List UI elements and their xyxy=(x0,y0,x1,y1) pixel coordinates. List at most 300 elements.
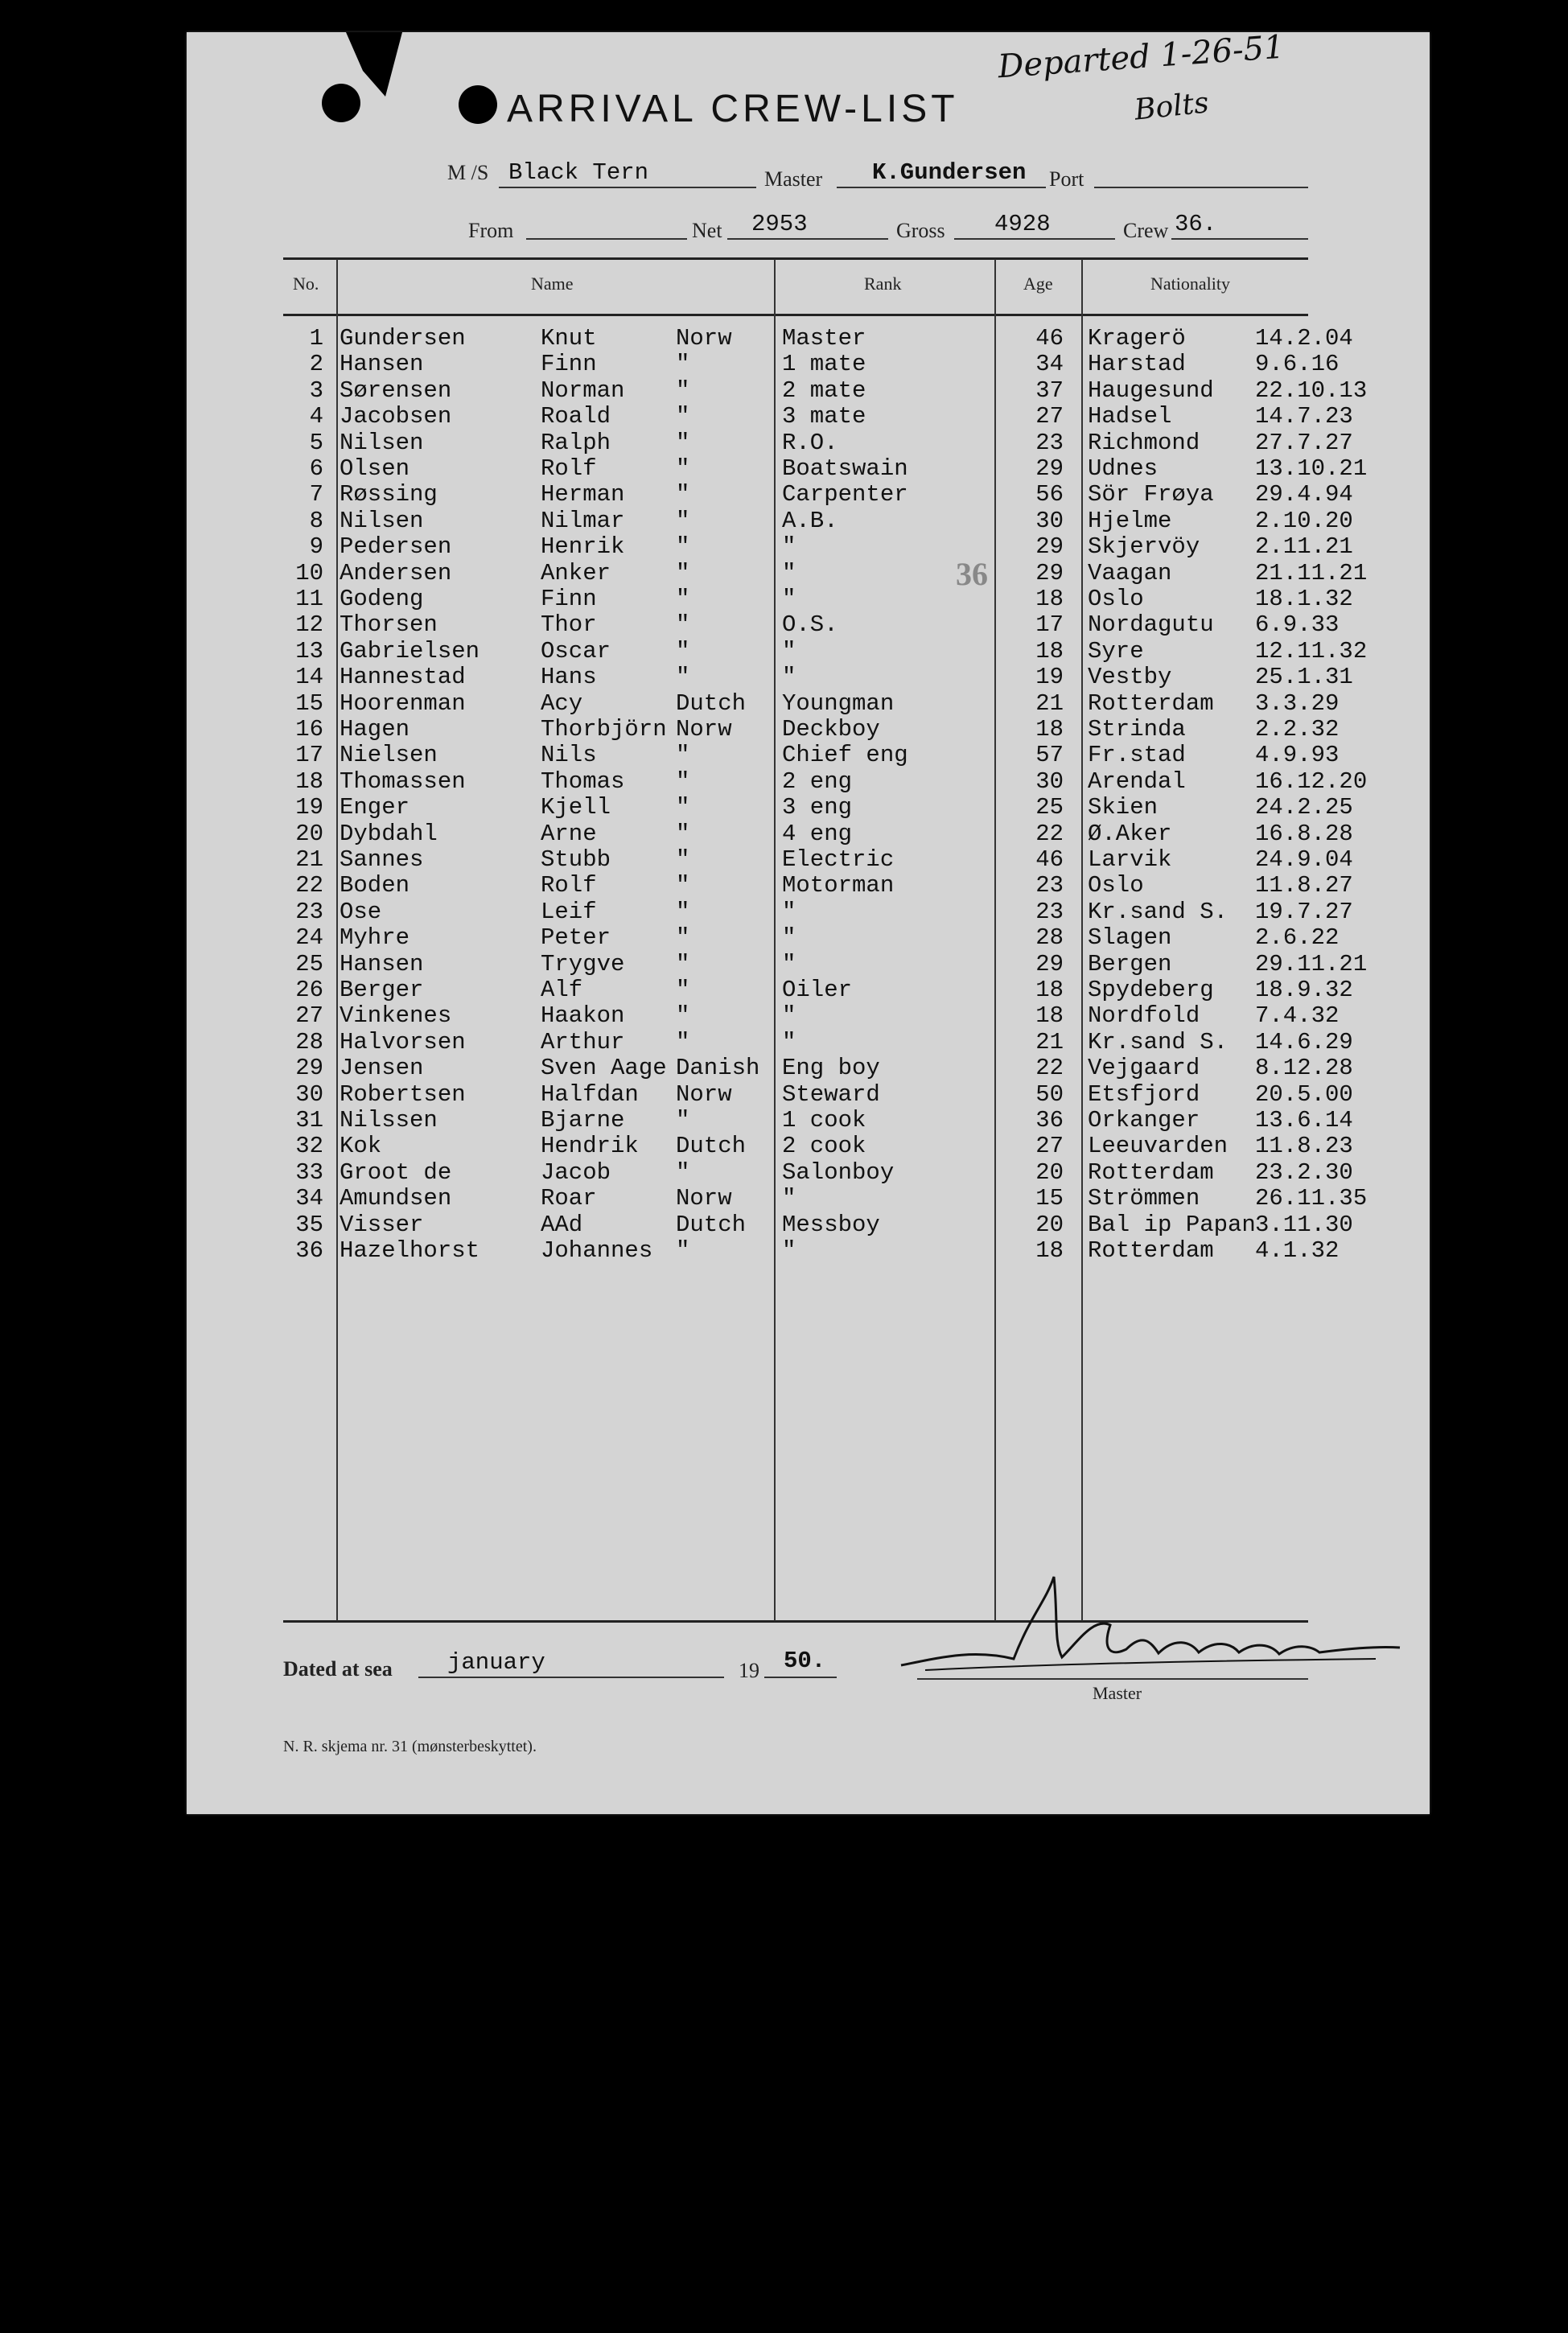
row-rank: " xyxy=(782,950,796,977)
row-birthdate: 20.5.00 xyxy=(1255,1080,1353,1108)
row-nationality: " xyxy=(676,664,690,691)
row-rank: 2 eng xyxy=(782,767,853,795)
row-age: 18 xyxy=(1035,1002,1064,1030)
table-header-rule xyxy=(283,314,1308,316)
row-first-name: Arne xyxy=(541,820,597,847)
row-surname: Nilsen xyxy=(340,429,424,456)
col-divider-name xyxy=(774,259,776,1621)
row-first-name: Thorbjörn xyxy=(541,716,667,743)
row-birthdate: 18.9.32 xyxy=(1255,977,1353,1003)
dated-label: Dated at sea xyxy=(283,1657,393,1681)
row-first-name: Kjell xyxy=(541,794,611,821)
row-age: 21 xyxy=(1035,689,1064,717)
master-underline xyxy=(837,187,1046,188)
row-surname: Hagen xyxy=(340,716,410,743)
row-birthplace: Spydeberg xyxy=(1088,977,1214,1003)
row-nationality: " xyxy=(676,1107,690,1134)
row-nationality: Norw xyxy=(676,325,732,352)
row-first-name: Arthur xyxy=(541,1028,625,1055)
row-rank: Salonboy xyxy=(782,1158,895,1186)
row-rank: Youngman xyxy=(782,689,895,717)
row-birthdate: 22.10.13 xyxy=(1255,376,1368,404)
row-birthdate: 14.2.04 xyxy=(1255,325,1353,352)
punch-hole-left xyxy=(322,84,360,122)
row-nationality: " xyxy=(676,1002,690,1030)
row-rank: 1 mate xyxy=(782,351,866,378)
ship-name: Black Tern xyxy=(508,159,649,186)
row-nationality: " xyxy=(676,898,690,925)
row-birthplace: Haugesund xyxy=(1088,376,1214,404)
row-surname: Hannestad xyxy=(340,664,466,691)
row-birthdate: 13.10.21 xyxy=(1255,455,1368,482)
row-first-name: Thor xyxy=(541,611,597,639)
row-birthplace: Nordfold xyxy=(1088,1002,1200,1030)
year-underline xyxy=(764,1677,837,1678)
row-birthdate: 27.7.27 xyxy=(1255,429,1353,456)
row-first-name: Hans xyxy=(541,664,597,691)
row-rank: " xyxy=(782,559,796,586)
row-rank: " xyxy=(782,1002,796,1030)
row-no: 29 xyxy=(295,1055,323,1082)
row-first-name: Halfdan xyxy=(541,1080,639,1108)
row-birthplace: Bal ip Papan xyxy=(1088,1211,1256,1238)
row-rank: Eng boy xyxy=(782,1055,880,1082)
row-age: 15 xyxy=(1035,1185,1064,1212)
row-birthdate: 21.11.21 xyxy=(1255,559,1368,586)
row-nationality: " xyxy=(676,637,690,665)
row-age: 29 xyxy=(1035,455,1064,482)
row-birthdate: 16.12.20 xyxy=(1255,767,1368,795)
row-surname: Sørensen xyxy=(340,376,452,404)
row-rank: Deckboy xyxy=(782,716,880,743)
row-birthplace: Sör Frøya xyxy=(1088,481,1214,508)
row-surname: Robertsen xyxy=(340,1080,466,1108)
row-birthplace: Hadsel xyxy=(1088,403,1172,430)
crew-count: 36. xyxy=(1175,211,1217,237)
row-first-name: Oscar xyxy=(541,637,611,665)
row-nationality: Norw xyxy=(676,1080,732,1108)
row-birthdate: 4.9.93 xyxy=(1255,742,1340,769)
row-first-name: Haakon xyxy=(541,1002,625,1030)
row-surname: Jacobsen xyxy=(340,403,452,430)
row-nationality: " xyxy=(676,872,690,899)
port-underline xyxy=(1094,187,1308,188)
net-underline xyxy=(727,238,888,240)
row-birthplace: Harstad xyxy=(1088,351,1186,378)
row-surname: Myhre xyxy=(340,924,410,952)
row-nationality: " xyxy=(676,820,690,847)
row-no: 9 xyxy=(309,533,323,561)
row-nationality: " xyxy=(676,1028,690,1055)
row-no: 25 xyxy=(295,950,323,977)
row-first-name: Hendrik xyxy=(541,1133,639,1160)
row-first-name: Nilmar xyxy=(541,507,625,534)
row-surname: Hazelhorst xyxy=(340,1237,480,1264)
table-top-rule xyxy=(283,257,1308,260)
master-signature-label: Master xyxy=(1093,1683,1142,1703)
row-birthplace: Vaagan xyxy=(1088,559,1172,586)
header-rank: Rank xyxy=(864,274,902,294)
row-first-name: Finn xyxy=(541,351,597,378)
row-birthplace: Bergen xyxy=(1088,950,1172,977)
net-label: Net xyxy=(692,219,722,242)
row-no: 19 xyxy=(295,794,323,821)
row-surname: Nilsen xyxy=(340,507,424,534)
row-age: 23 xyxy=(1035,429,1064,456)
row-age: 36 xyxy=(1035,1107,1064,1134)
row-birthplace: Skjervöy xyxy=(1088,533,1200,561)
col-divider-rank xyxy=(994,259,996,1621)
row-birthdate: 7.4.32 xyxy=(1255,1002,1340,1030)
row-birthplace: Orkanger xyxy=(1088,1107,1200,1134)
row-birthplace: Arendal xyxy=(1088,767,1186,795)
row-birthplace: Fr.stad xyxy=(1088,742,1186,769)
header-no: No. xyxy=(293,274,319,294)
row-age: 18 xyxy=(1035,586,1064,612)
row-rank: " xyxy=(782,637,796,665)
row-nationality: " xyxy=(676,1158,690,1186)
row-age: 57 xyxy=(1035,742,1064,769)
punch-hole-right xyxy=(459,85,497,124)
row-birthdate: 9.6.16 xyxy=(1255,351,1340,378)
row-age: 27 xyxy=(1035,1133,1064,1160)
row-surname: Andersen xyxy=(340,559,452,586)
row-birthdate: 11.8.27 xyxy=(1255,872,1353,899)
row-nationality: Dutch xyxy=(676,1133,747,1160)
port-label: Port xyxy=(1049,167,1084,191)
row-rank: " xyxy=(782,664,796,691)
row-surname: Røssing xyxy=(340,481,438,508)
row-age: 20 xyxy=(1035,1211,1064,1238)
year-prefix: 19 xyxy=(739,1659,759,1682)
row-age: 23 xyxy=(1035,898,1064,925)
row-birthdate: 8.12.28 xyxy=(1255,1055,1353,1082)
row-no: 20 xyxy=(295,820,323,847)
col-divider-no xyxy=(336,259,338,1621)
row-rank: Steward xyxy=(782,1080,880,1108)
col-divider-age xyxy=(1081,259,1083,1621)
row-birthplace: Richmond xyxy=(1088,429,1200,456)
header-age: Age xyxy=(1023,274,1053,294)
row-surname: Hansen xyxy=(340,351,424,378)
row-surname: Sannes xyxy=(340,846,424,873)
row-rank: " xyxy=(782,586,796,612)
row-birthplace: Kragerö xyxy=(1088,325,1186,352)
row-nationality: " xyxy=(676,376,690,404)
row-surname: Kok xyxy=(340,1133,382,1160)
row-age: 22 xyxy=(1035,1055,1064,1082)
crew-label: Crew xyxy=(1123,219,1169,242)
gross-label: Gross xyxy=(896,219,945,242)
row-no: 35 xyxy=(295,1211,323,1238)
row-no: 31 xyxy=(295,1107,323,1134)
row-rank: 3 mate xyxy=(782,403,866,430)
month-underline xyxy=(418,1677,724,1678)
row-surname: Groot de xyxy=(340,1158,452,1186)
row-nationality: Norw xyxy=(676,716,732,743)
row-age: 18 xyxy=(1035,1237,1064,1264)
row-nationality: " xyxy=(676,507,690,534)
gross-tonnage: 4928 xyxy=(994,211,1051,237)
row-first-name: Sven Aage xyxy=(541,1055,667,1082)
row-no: 1 xyxy=(309,325,323,352)
gross-underline xyxy=(954,238,1115,240)
row-first-name: Rolf xyxy=(541,872,597,899)
row-surname: Vinkenes xyxy=(340,1002,452,1030)
row-first-name: Peter xyxy=(541,924,611,952)
row-first-name: Alf xyxy=(541,977,583,1003)
row-no: 7 xyxy=(309,481,323,508)
header-nationality: Nationality xyxy=(1150,274,1230,294)
row-surname: Nielsen xyxy=(340,742,438,769)
row-birthplace: Ø.Aker xyxy=(1088,820,1172,847)
row-first-name: Norman xyxy=(541,376,625,404)
row-rank: Boatswain xyxy=(782,455,908,482)
row-nationality: Dutch xyxy=(676,1211,747,1238)
row-no: 3 xyxy=(309,376,323,404)
row-birthdate: 23.2.30 xyxy=(1255,1158,1353,1186)
row-age: 27 xyxy=(1035,403,1064,430)
row-rank: Motorman xyxy=(782,872,895,899)
row-first-name: Knut xyxy=(541,325,597,352)
row-rank: R.O. xyxy=(782,429,838,456)
row-no: 24 xyxy=(295,924,323,952)
row-first-name: AAd xyxy=(541,1211,583,1238)
row-nationality: " xyxy=(676,846,690,873)
row-age: 22 xyxy=(1035,820,1064,847)
row-rank: O.S. xyxy=(782,611,838,639)
row-birthdate: 2.2.32 xyxy=(1255,716,1340,743)
row-no: 4 xyxy=(309,403,323,430)
row-no: 14 xyxy=(295,664,323,691)
row-first-name: Acy xyxy=(541,689,583,717)
row-birthplace: Larvik xyxy=(1088,846,1172,873)
row-birthdate: 29.4.94 xyxy=(1255,481,1353,508)
row-surname: Pedersen xyxy=(340,533,452,561)
row-nationality: " xyxy=(676,950,690,977)
row-birthdate: 24.9.04 xyxy=(1255,846,1353,873)
master-signature xyxy=(893,1569,1408,1689)
row-birthdate: 14.7.23 xyxy=(1255,403,1353,430)
row-birthplace: Kr.sand S. xyxy=(1088,1028,1228,1055)
row-surname: Enger xyxy=(340,794,410,821)
from-label: From xyxy=(468,219,514,242)
row-surname: Halvorsen xyxy=(340,1028,466,1055)
crew-underline xyxy=(1171,238,1308,240)
row-age: 29 xyxy=(1035,950,1064,977)
row-no: 23 xyxy=(295,898,323,925)
row-nationality: " xyxy=(676,429,690,456)
row-birthdate: 6.9.33 xyxy=(1255,611,1340,639)
dated-month: january xyxy=(447,1649,545,1676)
row-surname: Dybdahl xyxy=(340,820,438,847)
row-nationality: Norw xyxy=(676,1185,732,1212)
row-nationality: " xyxy=(676,742,690,769)
row-no: 27 xyxy=(295,1002,323,1030)
row-nationality: " xyxy=(676,559,690,586)
stamped-number: 36 xyxy=(956,556,988,592)
row-birthplace: Etsfjord xyxy=(1088,1080,1200,1108)
row-nationality: Danish xyxy=(676,1055,760,1082)
row-age: 28 xyxy=(1035,924,1064,952)
row-nationality: " xyxy=(676,977,690,1003)
row-birthplace: Udnes xyxy=(1088,455,1159,482)
row-first-name: Rolf xyxy=(541,455,597,482)
row-age: 20 xyxy=(1035,1158,1064,1186)
row-rank: " xyxy=(782,1185,796,1212)
row-no: 33 xyxy=(295,1158,323,1186)
row-birthdate: 3.3.29 xyxy=(1255,689,1340,717)
row-age: 46 xyxy=(1035,846,1064,873)
row-birthdate: 29.11.21 xyxy=(1255,950,1368,977)
row-age: 34 xyxy=(1035,351,1064,378)
row-age: 46 xyxy=(1035,325,1064,352)
row-surname: Nilssen xyxy=(340,1107,438,1134)
net-tonnage: 2953 xyxy=(751,211,808,237)
row-birthplace: Vejgaard xyxy=(1088,1055,1200,1082)
master-label: Master xyxy=(764,167,823,191)
row-first-name: Herman xyxy=(541,481,625,508)
row-no: 32 xyxy=(295,1133,323,1160)
row-rank: " xyxy=(782,924,796,952)
row-nationality: " xyxy=(676,455,690,482)
row-rank: 4 eng xyxy=(782,820,853,847)
handwritten-departure-note: Departed 1-26-51 xyxy=(996,28,1286,86)
row-birthdate: 25.1.31 xyxy=(1255,664,1353,691)
row-birthplace: Rotterdam xyxy=(1088,689,1214,717)
row-nationality: " xyxy=(676,533,690,561)
row-birthdate: 3.11.30 xyxy=(1255,1211,1353,1238)
row-no: 2 xyxy=(309,351,323,378)
row-no: 15 xyxy=(295,689,323,717)
row-surname: Hoorenman xyxy=(340,689,466,717)
row-birthplace: Slagen xyxy=(1088,924,1172,952)
row-rank: 2 cook xyxy=(782,1133,866,1160)
row-nationality: " xyxy=(676,611,690,639)
row-rank: Oiler xyxy=(782,977,853,1003)
row-surname: Ose xyxy=(340,898,382,925)
row-first-name: Bjarne xyxy=(541,1107,625,1134)
row-no: 13 xyxy=(295,637,323,665)
row-rank: " xyxy=(782,1028,796,1055)
header-name: Name xyxy=(531,274,574,294)
row-birthplace: Strömmen xyxy=(1088,1185,1200,1212)
row-no: 21 xyxy=(295,846,323,873)
row-nationality: " xyxy=(676,767,690,795)
row-first-name: Roald xyxy=(541,403,611,430)
row-no: 11 xyxy=(295,586,323,612)
row-birthdate: 16.8.28 xyxy=(1255,820,1353,847)
row-rank: Carpenter xyxy=(782,481,908,508)
row-rank: Chief eng xyxy=(782,742,908,769)
row-no: 34 xyxy=(295,1185,323,1212)
row-first-name: Ralph xyxy=(541,429,611,456)
row-nationality: " xyxy=(676,403,690,430)
row-birthdate: 4.1.32 xyxy=(1255,1237,1340,1264)
row-birthplace: Oslo xyxy=(1088,586,1144,612)
row-age: 18 xyxy=(1035,716,1064,743)
row-birthplace: Rotterdam xyxy=(1088,1158,1214,1186)
row-first-name: Leif xyxy=(541,898,597,925)
row-first-name: Anker xyxy=(541,559,611,586)
row-birthplace: Kr.sand S. xyxy=(1088,898,1228,925)
row-no: 12 xyxy=(295,611,323,639)
from-underline xyxy=(526,238,687,240)
row-rank: Electric xyxy=(782,846,895,873)
row-age: 29 xyxy=(1035,533,1064,561)
row-rank: 1 cook xyxy=(782,1107,866,1134)
row-birthdate: 2.11.21 xyxy=(1255,533,1353,561)
row-birthdate: 2.6.22 xyxy=(1255,924,1340,952)
row-age: 37 xyxy=(1035,376,1064,404)
row-surname: Hansen xyxy=(340,950,424,977)
row-birthdate: 24.2.25 xyxy=(1255,794,1353,821)
row-nationality: " xyxy=(676,794,690,821)
row-age: 18 xyxy=(1035,637,1064,665)
row-birthplace: Syre xyxy=(1088,637,1144,665)
row-surname: Olsen xyxy=(340,455,410,482)
row-no: 26 xyxy=(295,977,323,1003)
row-surname: Berger xyxy=(340,977,424,1003)
row-no: 22 xyxy=(295,872,323,899)
row-birthplace: Vestby xyxy=(1088,664,1172,691)
row-surname: Thomassen xyxy=(340,767,466,795)
row-age: 21 xyxy=(1035,1028,1064,1055)
row-first-name: Trygve xyxy=(541,950,625,977)
row-surname: Visser xyxy=(340,1211,424,1238)
year-suffix: 50. xyxy=(784,1648,826,1674)
form-note: N. R. skjema nr. 31 (mønsterbeskyttet). xyxy=(283,1738,537,1755)
master-name: K.Gundersen xyxy=(872,159,1027,186)
row-age: 23 xyxy=(1035,872,1064,899)
row-nationality: " xyxy=(676,481,690,508)
row-first-name: Johannes xyxy=(541,1237,653,1264)
row-no: 8 xyxy=(309,507,323,534)
signature-line xyxy=(917,1678,1308,1680)
row-no: 6 xyxy=(309,455,323,482)
row-birthplace: Nordagutu xyxy=(1088,611,1214,639)
row-surname: Gabrielsen xyxy=(340,637,480,665)
ship-prefix-label: M /S xyxy=(447,161,489,184)
row-rank: 2 mate xyxy=(782,376,866,404)
row-nationality: " xyxy=(676,924,690,952)
row-birthplace: Strinda xyxy=(1088,716,1186,743)
row-birthplace: Oslo xyxy=(1088,872,1144,899)
row-first-name: Roar xyxy=(541,1185,597,1212)
ship-name-underline xyxy=(499,187,756,188)
row-rank: A.B. xyxy=(782,507,838,534)
row-age: 17 xyxy=(1035,611,1064,639)
row-rank: 3 eng xyxy=(782,794,853,821)
row-age: 50 xyxy=(1035,1080,1064,1108)
row-rank: Messboy xyxy=(782,1211,880,1238)
handwritten-initials: Bolts xyxy=(1133,86,1211,127)
row-birthplace: Rotterdam xyxy=(1088,1237,1214,1264)
row-rank: Master xyxy=(782,325,866,352)
row-age: 25 xyxy=(1035,794,1064,821)
row-birthdate: 13.6.14 xyxy=(1255,1107,1353,1134)
row-birthdate: 19.7.27 xyxy=(1255,898,1353,925)
row-surname: Gundersen xyxy=(340,325,466,352)
row-nationality: " xyxy=(676,586,690,612)
row-nationality: " xyxy=(676,1237,690,1264)
row-first-name: Nils xyxy=(541,742,597,769)
row-no: 16 xyxy=(295,716,323,743)
row-birthplace: Leeuvarden xyxy=(1088,1133,1228,1160)
row-surname: Boden xyxy=(340,872,410,899)
row-surname: Amundsen xyxy=(340,1185,452,1212)
row-no: 28 xyxy=(295,1028,323,1055)
